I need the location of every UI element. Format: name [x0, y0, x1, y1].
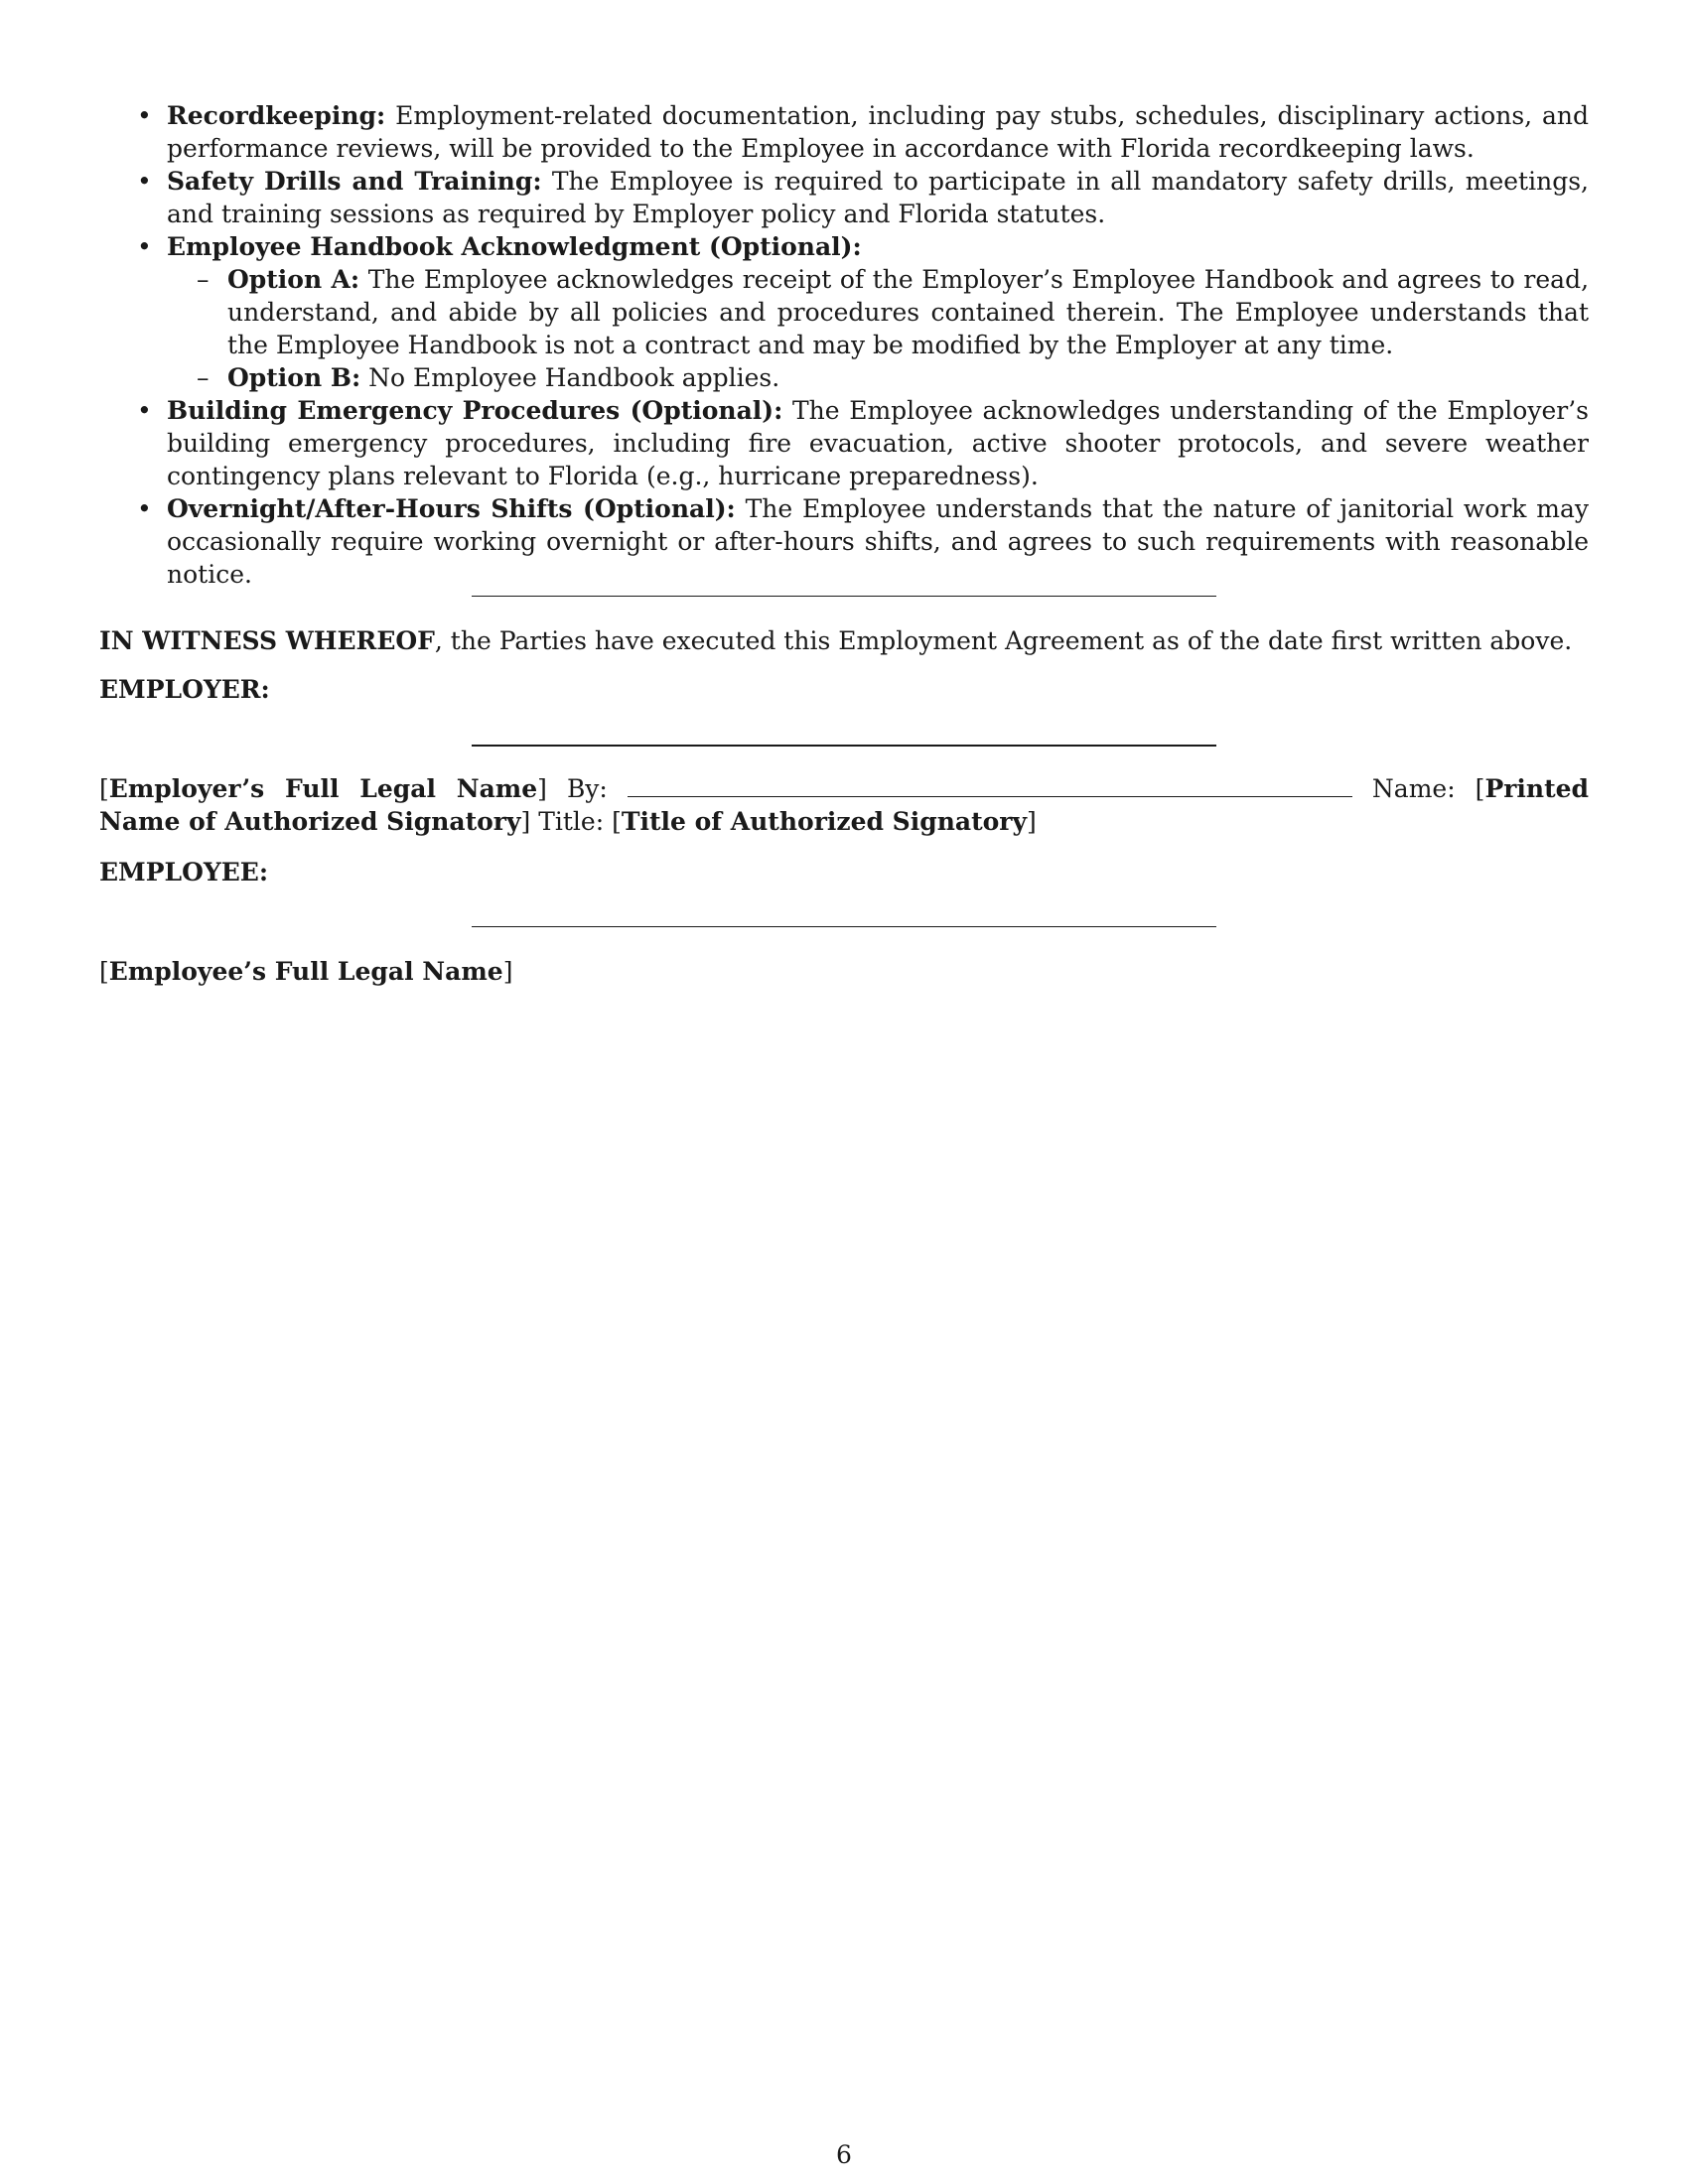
- list-item-recordkeeping: [99, 99, 1589, 165]
- employee-legal-name: Employee’s Full Legal Name: [108, 957, 503, 986]
- by-label: By:: [566, 774, 608, 803]
- employee-heading: [99, 856, 1589, 888]
- witness-clause: [99, 624, 1589, 657]
- emergency-text: The Employee acknowledges understanding of the Employer’s building emergency procedures, including fire evacuation, active shooter protocols, and severe weather contingency plans relevant to Florida (e.g., hurricane preparedness).: [167, 396, 1589, 490]
- handbook-title: Employee Handbook Acknowledgment (Optional):: [167, 232, 862, 261]
- name-label: Name:: [1371, 774, 1456, 803]
- section-divider: [472, 596, 1216, 597]
- emergency-title: Building Emergency Procedures (Optional):: [167, 396, 783, 425]
- list-item-safety: [99, 165, 1589, 230]
- option-b-title: Option B:: [227, 363, 361, 392]
- employer-legal-name: Employer’s Full Legal Name: [108, 774, 538, 803]
- employee-signature-line: [472, 926, 1216, 927]
- option-a: [167, 263, 1589, 361]
- recordkeeping-text: Employment-related documentation, including pay stubs, schedules, disciplinary actions, and performance reviews, will be provided to the Employee in accordance with Florida recordkeeping laws.: [167, 101, 1589, 163]
- list-item-emergency: [99, 394, 1589, 492]
- employer-signature-block: [Employer’s Full Legal Name] By: Name: [Printed Name of Authorized Signatory] Title: [Title of Authorized Signatory]: [99, 774, 1590, 836]
- handbook-options: [167, 263, 1589, 394]
- employer-signature-line: [472, 745, 1216, 747]
- employee-name-block: [Employee’s Full Legal Name]: [99, 957, 513, 986]
- option-a-text: The Employee acknowledges receipt of the Employer’s Employee Handbook and agrees to read, understand, and abide by all policies and procedures contained therein. The Employee understands that the Employee Handbook is not a contract and may be modified by the Employer at any time.: [227, 265, 1590, 359]
- list-item-handbook: [99, 230, 1589, 394]
- printed-name: Printed Name of Authorized Signatory: [99, 774, 1590, 836]
- safety-title: Safety Drills and Training:: [167, 167, 542, 196]
- employee-heading-label: EMPLOYEE:: [99, 858, 269, 887]
- witness-text: , the Parties have executed this Employment Agreement as of the date first written above.: [434, 626, 1573, 655]
- recordkeeping-title: Recordkeeping:: [167, 101, 386, 130]
- overnight-title: Overnight/After-Hours Shifts (Optional):: [167, 494, 736, 523]
- provisions-list: [99, 99, 1589, 591]
- title-label: Title:: [538, 807, 605, 836]
- overnight-text: The Employee understands that the nature of janitorial work may occasionally require working overnight or after-hours shifts, and agrees to such requirements with reasonable notice.: [167, 494, 1589, 589]
- employer-heading-label: EMPLOYER:: [99, 675, 270, 704]
- option-a-title: Option A:: [227, 265, 360, 294]
- by-signature-field: [628, 774, 1352, 797]
- document-page: [99, 99, 1590, 986]
- title-value: Title of Authorized Signatory: [621, 807, 1027, 836]
- option-b: [167, 361, 1589, 394]
- witness-bold: IN WITNESS WHEREOF: [99, 626, 435, 655]
- employer-heading: [99, 673, 1589, 706]
- safety-text: The Employee is required to participate in all mandatory safety drills, meetings, and training sessions as required by Employer policy and Florida statutes.: [167, 167, 1589, 228]
- page-number: 6: [836, 2140, 852, 2169]
- option-b-text: No Employee Handbook applies.: [368, 363, 780, 392]
- list-item-overnight: [99, 492, 1589, 591]
